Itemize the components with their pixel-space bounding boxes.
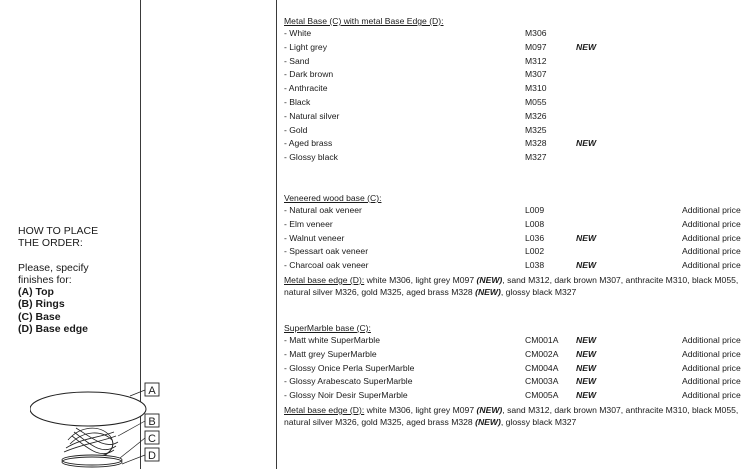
label-a: A (148, 385, 156, 397)
finish-code: L009 (525, 205, 545, 215)
finish-code: M312 (525, 55, 547, 66)
finish-name: - Glossy Onice Perla SuperMarble (284, 362, 415, 373)
supermarble-edge-text-c: , glossy black M327 (500, 416, 577, 427)
finish-code: CM004A (525, 362, 559, 373)
finish-name: - Natural silver (284, 110, 340, 121)
finish-row (284, 259, 746, 271)
finish-name: - Matt grey SuperMarble (284, 348, 377, 359)
finish-name: - Aged brass (284, 138, 333, 149)
finish-code: M310 (525, 83, 547, 94)
specify-line1: Please, specify (18, 261, 89, 274)
supermarble-edge-new1: (NEW) (476, 405, 503, 415)
finish-row (284, 82, 746, 94)
cut-off-top-line (284, 0, 746, 4)
finish-code: M325 (525, 124, 547, 135)
finish-row (284, 110, 746, 122)
new-badge: NEW (576, 260, 597, 271)
finish-row (284, 334, 746, 346)
veneered-edge-text-a: white M306, light grey M097 (364, 275, 477, 285)
new-badge: NEW (576, 390, 597, 401)
finish-name: - Spessart oak veneer (284, 246, 369, 257)
finish-row (284, 348, 746, 360)
veneered-edge-note (284, 275, 746, 298)
label-b: B (148, 416, 156, 428)
finish-row (284, 55, 746, 67)
new-badge: NEW (576, 138, 597, 149)
center-divider (276, 0, 277, 469)
finish-name: - Anthracite (284, 83, 328, 94)
new-badge: NEW (576, 232, 597, 243)
part-top: (A) Top (18, 286, 54, 299)
finish-code: M307 (525, 69, 547, 80)
finish-code: L038 (525, 260, 545, 271)
price-note: Additional price (682, 260, 741, 271)
part-rings: (B) Rings (18, 298, 65, 311)
price-note: Additional price (682, 205, 741, 215)
veneered-heading: Veneered wood base (C): (284, 193, 382, 203)
finish-code: M327 (525, 152, 547, 163)
finish-name: - Black (284, 97, 311, 107)
finish-row (284, 245, 746, 257)
part-base: (C) Base (18, 310, 61, 323)
new-badge: NEW (576, 376, 597, 387)
finish-row (284, 137, 746, 149)
finish-name: - Elm veneer (284, 218, 333, 229)
howto-title-line2: THE ORDER: (18, 237, 83, 250)
price-note: Additional price (682, 335, 741, 345)
finish-row (284, 362, 746, 374)
finish-name: - Matt white SuperMarble (284, 335, 380, 345)
price-note: Additional price (682, 232, 741, 243)
veneered-edge-text-b: , sand M312, dark brown M307, anthracite M310, black M055, natural silver M326, gold M325, aged brass M328 (284, 275, 739, 297)
supermarble-edge-label: Metal base edge (D): (284, 405, 365, 415)
finish-code: M097 (525, 41, 547, 52)
finish-code: M055 (525, 97, 547, 107)
label-d: D (148, 450, 156, 462)
veneered-edge-label: Metal base edge (D): (284, 275, 365, 285)
finish-row (284, 27, 746, 39)
finish-code: CM002A (525, 348, 559, 359)
finish-name: - Glossy Arabescato SuperMarble (284, 376, 413, 387)
finish-code: L036 (525, 232, 545, 243)
howto-block (18, 225, 98, 335)
howto-title-line1: HOW TO PLACE (18, 225, 99, 237)
finish-code: CM005A (525, 390, 559, 401)
finish-name: - Natural oak veneer (284, 205, 362, 215)
supermarble-heading: SuperMarble base (C): (284, 323, 371, 333)
new-badge: NEW (576, 348, 597, 359)
veneered-edge-new1: (NEW) (476, 275, 503, 285)
finish-name: - Glossy Noir Desir SuperMarble (284, 390, 408, 401)
price-note: Additional price (682, 390, 741, 401)
finish-name: - White (284, 28, 312, 38)
metal-base-heading: Metal Base (C) with metal Base Edge (D): (284, 16, 444, 26)
finish-row (284, 389, 746, 401)
price-note: Additional price (682, 246, 741, 257)
finish-name: - Dark brown (284, 69, 334, 80)
price-note: Additional price (682, 376, 741, 387)
finish-name: - Glossy black (284, 152, 338, 163)
new-badge: NEW (576, 335, 597, 345)
supermarble-edge-text-b: , sand M312, dark brown M307, anthracite M310, black M055, natural silver M326, gold M325, aged brass M328 (284, 405, 739, 427)
finish-row (284, 68, 746, 80)
finish-code: M328 (525, 138, 547, 149)
finish-row (284, 218, 746, 230)
price-note: Additional price (682, 218, 741, 229)
supermarble-edge-note (284, 405, 746, 428)
finish-row (284, 151, 746, 163)
finish-code: M326 (525, 110, 547, 121)
finish-name: - Light grey (284, 41, 327, 52)
veneered-edge-new2: (NEW) (475, 286, 501, 297)
finish-row (284, 41, 746, 53)
finish-row (284, 96, 746, 108)
label-c: C (148, 433, 156, 445)
new-badge: NEW (576, 41, 597, 52)
part-base-edge: (D) Base edge (18, 323, 89, 336)
finish-code: CM003A (525, 376, 559, 387)
table-diagram (30, 378, 165, 468)
price-note: Additional price (682, 362, 741, 373)
specify-line2: finishes for: (18, 273, 72, 286)
price-note: Additional price (682, 348, 741, 359)
new-badge: NEW (576, 362, 597, 373)
finish-name: - Charcoal oak veneer (284, 260, 369, 271)
finish-row (284, 124, 746, 136)
finish-code: CM001A (525, 335, 559, 345)
supermarble-edge-new2: (NEW) (475, 416, 501, 427)
finish-row (284, 232, 746, 244)
finish-code: M306 (525, 28, 547, 38)
supermarble-edge-text-a: white M306, light grey M097 (364, 405, 477, 415)
finish-name: - Walnut veneer (284, 232, 345, 243)
finish-code: L002 (525, 246, 545, 257)
finish-row (284, 375, 746, 387)
veneered-edge-text-c: , glossy black M327 (500, 286, 577, 297)
finish-name: - Gold (284, 124, 308, 135)
finish-row (284, 204, 746, 216)
finish-name: - Sand (284, 55, 310, 66)
finish-code: L008 (525, 218, 545, 229)
